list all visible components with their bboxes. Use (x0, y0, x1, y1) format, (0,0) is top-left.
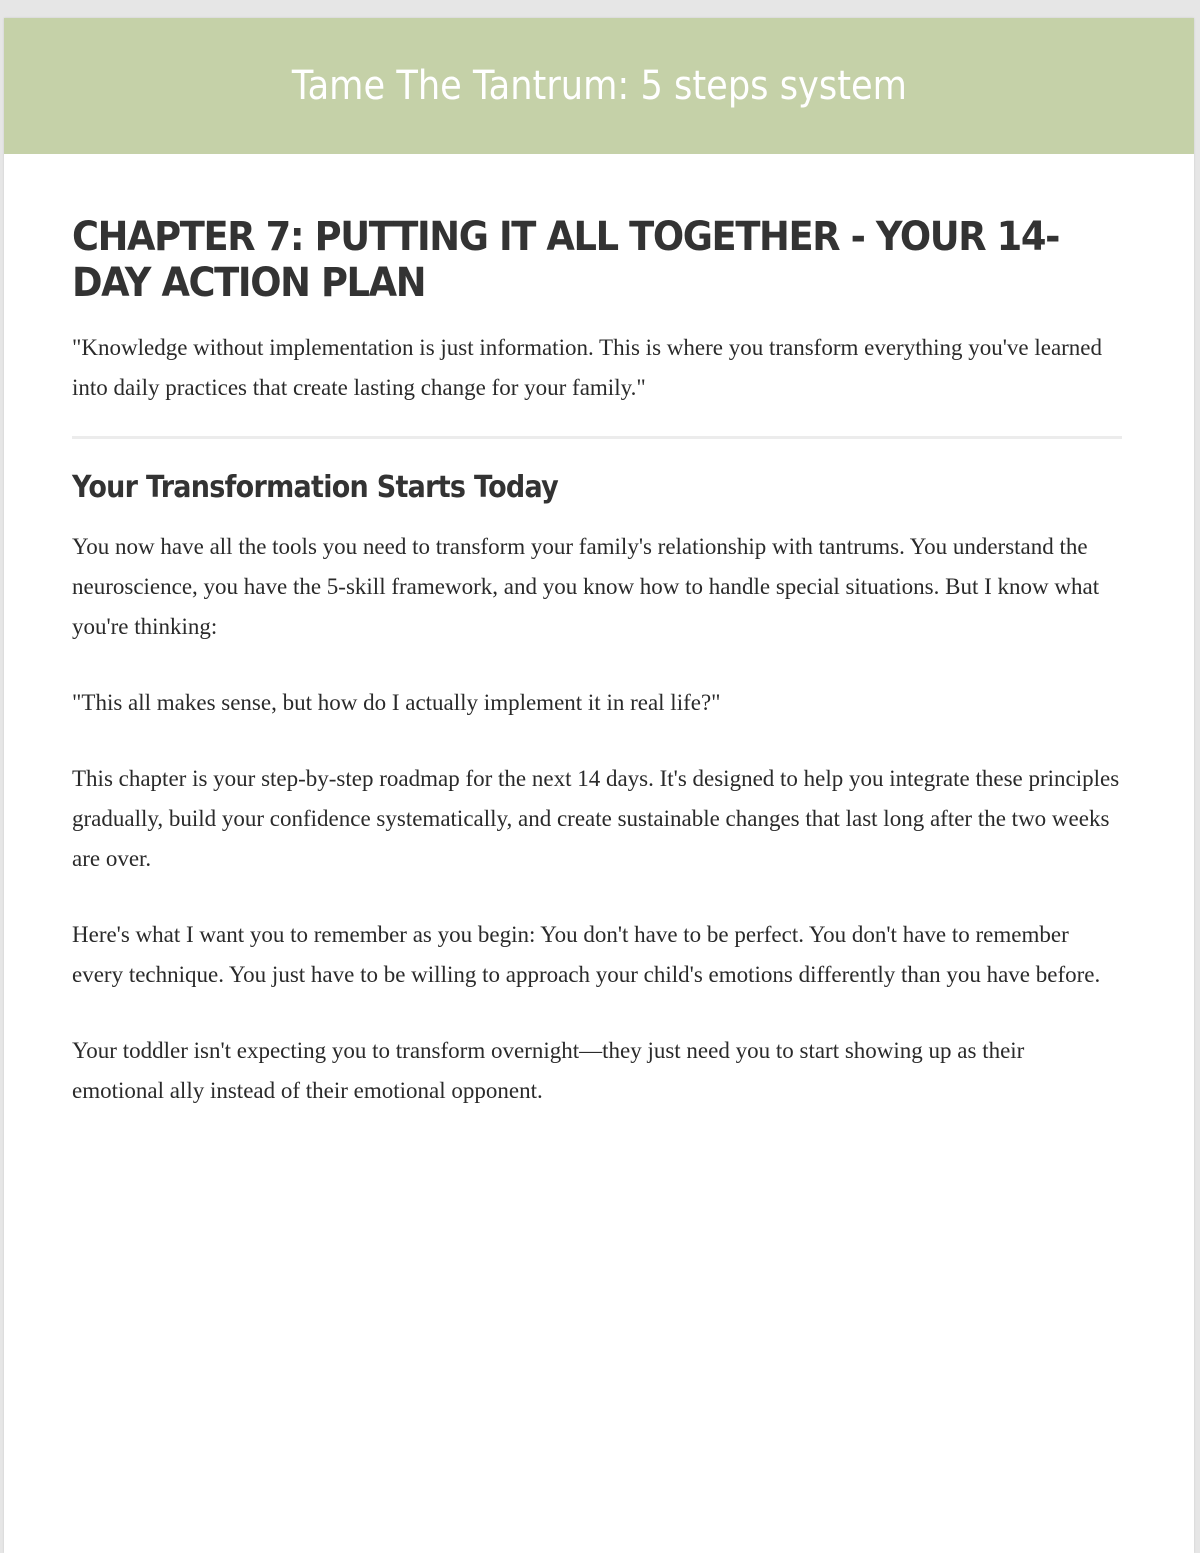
paragraph-2: "This all makes sense, but how do I actually implement it in real life?" (72, 690, 721, 715)
section-divider (72, 436, 1122, 439)
book-title: Tame The Tantrum: 5 steps system (291, 63, 907, 109)
page-content (72, 214, 1122, 1111)
paragraph-1: You now have all the tools you need to transform your family's relationship with tantrums. You understand the neuroscience, you have the 5-skill framework, and you know how to handle special situations. But I know what you're thinking: (72, 534, 1100, 639)
paragraph-5: Your toddler isn't expecting you to transform overnight—they just need you to start showing up as their emotional ally instead of their emotional opponent. (72, 1038, 1025, 1103)
section-heading: Your Transformation Starts Today (72, 470, 559, 505)
paragraph-4: Here's what I want you to remember as you begin: You don't have to be perfect. You don't have to remember every technique. You just have to be willing to approach your child's emotions differently than you have before. (72, 922, 1101, 987)
chapter-intro-quote: "Knowledge without implementation is just information. This is where you transform everything you've learned into daily practices that create lasting change for your family." (72, 335, 1103, 400)
chapter-title: CHAPTER 7: PUTTING IT ALL TOGETHER - YOUR 14-DAY ACTION PLAN (72, 214, 1060, 306)
header-banner (4, 18, 1194, 154)
document-page (4, 18, 1194, 1553)
paragraph-3: This chapter is your step-by-step roadmap for the next 14 days. It's designed to help you integrate these principles gradually, build your confidence systematically, and create sustainable changes that last long after the two weeks are over. (72, 766, 1120, 871)
